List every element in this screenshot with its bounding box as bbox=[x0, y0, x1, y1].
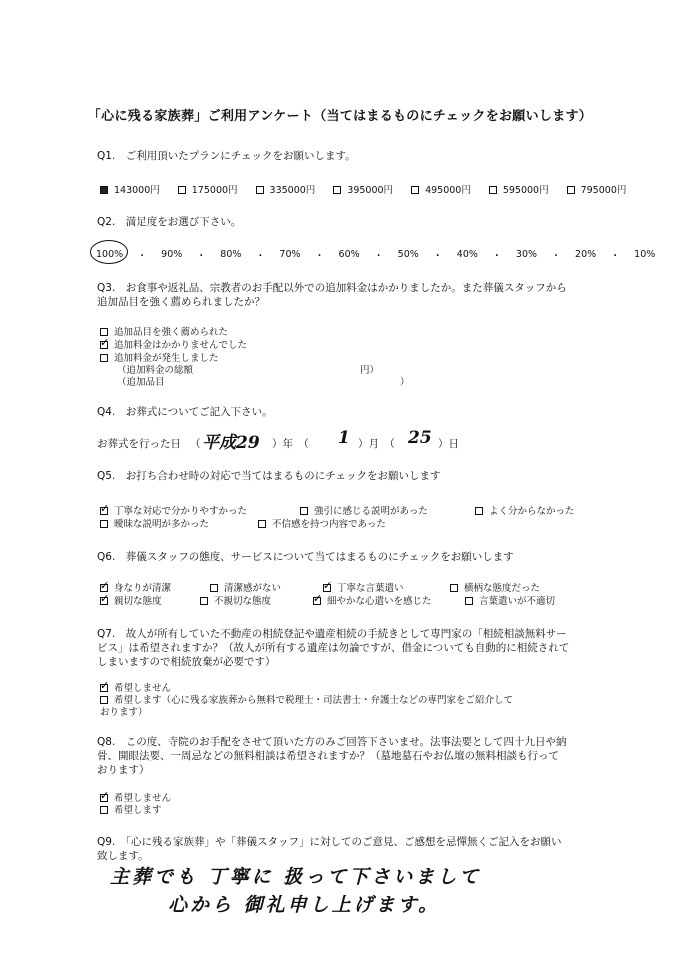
q7-option-request[interactable]: 希望します（心に残る家族葬から無料で税理士・司法書士・弁護士などの専門家をご紹介して bbox=[100, 692, 513, 706]
q6-option-kind[interactable]: ✓親切な態度 bbox=[100, 593, 162, 607]
q9-question-line2: 致します。 bbox=[97, 850, 149, 862]
q3-question-line2: 追加品目を強く薦められましたか？ bbox=[97, 296, 265, 308]
checkbox[interactable] bbox=[210, 584, 218, 592]
q4-month-label: ）月 （ bbox=[358, 438, 395, 450]
q8-question-line3: おります） bbox=[97, 764, 150, 776]
q7-question-line1: Q7. 故人が所有していた不動産の相続登記や遺産相続の手続きとして専門家の「相続相談無料サー bbox=[97, 628, 567, 640]
satisfaction-90[interactable]: 90% bbox=[161, 249, 183, 260]
survey-title: 「心に残る家族葬」ご利用アンケート（当てはまるものにチェックをお願いします） bbox=[87, 109, 593, 124]
q4-day-label: ）日 bbox=[438, 438, 459, 450]
q9-question-line1: Q9. 「心に残る家族葬」や「葬儀スタッフ」に対してのご意見、ご感想を忌憚無くご記入をお願い bbox=[97, 836, 562, 848]
satisfaction-50[interactable]: 50% bbox=[397, 249, 419, 260]
q3-option-no-extra-fee[interactable]: ✓追加料金はかかりませんでした bbox=[100, 337, 247, 351]
satisfaction-40[interactable]: 40% bbox=[456, 249, 478, 260]
checkbox[interactable] bbox=[450, 584, 458, 592]
q6-option-unkind[interactable]: 不親切な態度 bbox=[200, 593, 271, 607]
q6-option-arrogant[interactable]: 横柄な態度だった bbox=[450, 580, 540, 594]
satisfaction-60[interactable]: 60% bbox=[338, 249, 360, 260]
q5-option-pushy[interactable]: 強引に感じる説明があった bbox=[300, 503, 428, 517]
checkbox[interactable] bbox=[100, 354, 108, 362]
satisfaction-100[interactable]: 100% bbox=[96, 249, 124, 260]
checkbox[interactable] bbox=[100, 696, 108, 704]
q5-option-clear[interactable]: ✓丁寧な対応で分かりやすかった bbox=[100, 503, 247, 517]
q4-date-label: お葬式を行った日 bbox=[97, 438, 181, 450]
plan-option-495000[interactable]: 495000円 bbox=[411, 182, 471, 196]
checkbox-checked[interactable] bbox=[323, 584, 331, 592]
q3-extra-items-label: （追加品目 bbox=[117, 377, 165, 388]
q5-option-unclear[interactable]: よく分からなかった bbox=[475, 503, 575, 517]
satisfaction-80[interactable]: 80% bbox=[220, 249, 242, 260]
q6-option-bad-language[interactable]: 言葉遣いが不適切 bbox=[465, 593, 555, 607]
checkbox-checked[interactable] bbox=[100, 507, 108, 515]
checkbox[interactable] bbox=[465, 597, 473, 605]
checkbox[interactable] bbox=[333, 186, 341, 194]
checkbox[interactable] bbox=[475, 507, 483, 515]
checkbox-checked[interactable] bbox=[100, 341, 108, 349]
q6-option-unclean[interactable]: 清潔感がない bbox=[210, 580, 281, 594]
q3-extra-fee-total-unit: 円） bbox=[360, 365, 380, 376]
q9-handwritten-answer-line1: 主葬でも 丁寧に 扱って下さいまして bbox=[110, 866, 482, 888]
q8-question-line2: 骨、開眼法要、一周忌などの無料相談は希望されますか？（墓地墓石やお仏壇の無料相談も行って bbox=[97, 750, 559, 762]
q1-question: Q1. ご利用頂いたプランにチェックをお願いします。 bbox=[97, 150, 356, 162]
q3-extra-fee-total-label: （追加料金の総額 bbox=[117, 365, 194, 376]
q7-option-request-cont: おります） bbox=[100, 707, 148, 718]
plan-option-595000[interactable]: 595000円 bbox=[489, 182, 549, 196]
q4-open-paren: （ bbox=[190, 438, 201, 450]
checkbox[interactable] bbox=[200, 597, 208, 605]
q4-day-handwritten: 25 bbox=[408, 428, 432, 448]
checkbox[interactable] bbox=[258, 520, 266, 528]
satisfaction-20[interactable]: 20% bbox=[575, 249, 597, 260]
plan-option-335000[interactable]: 335000円 bbox=[256, 182, 316, 196]
checkbox[interactable] bbox=[411, 186, 419, 194]
q2-satisfaction-options: 100% ・ 90% ・ 80% ・ 70% ・ 60% ・ 50% ・ 40% ・ 30% ・ 20% ・ 10% bbox=[96, 249, 656, 262]
q7-question-line2: ビス」は希望されますか？（故人が所有する遺産は勿論ですが、借金についても自動的に相続されて bbox=[97, 642, 570, 654]
q9-handwritten-answer-line2: 心から 御礼申し上げます。 bbox=[168, 894, 441, 916]
checkbox-checked[interactable] bbox=[100, 597, 108, 605]
checkbox[interactable] bbox=[300, 507, 308, 515]
checkbox-checked[interactable] bbox=[100, 584, 108, 592]
checkbox[interactable] bbox=[100, 806, 108, 814]
q4-question: Q4. お葬式についてご記入下さい。 bbox=[97, 406, 273, 418]
q7-question-line3: しまいますので相続放棄が必要です） bbox=[97, 656, 276, 668]
checkbox-checked[interactable] bbox=[100, 186, 108, 194]
q5-question: Q5. お打ち合わせ時の対応で当てはまるものにチェックをお願いします bbox=[97, 470, 441, 482]
plan-option-143000[interactable]: 143000円 bbox=[100, 182, 160, 196]
q6-option-considerate[interactable]: ✓ 細やかな心遣いを感じた bbox=[313, 593, 432, 607]
q8-question-line1: Q8. この度、寺院のお手配をさせて頂いた方のみご回答下さいませ。法事法要として四十九日や納 bbox=[97, 736, 567, 748]
q3-question-line1: Q3. お食事や返礼品、宗教者のお手配以外での追加料金はかかりましたか。また葬儀スタッフから bbox=[97, 282, 567, 294]
checkbox[interactable] bbox=[100, 328, 108, 336]
q6-option-polite-words[interactable]: ✓ 丁寧な言葉遣い bbox=[323, 580, 404, 594]
checkbox-checked[interactable] bbox=[100, 794, 108, 802]
plan-option-795000[interactable]: 795000円 bbox=[567, 182, 627, 196]
q3-option-upsell[interactable]: 追加品目を強く薦められた bbox=[100, 324, 228, 338]
q6-option-neat[interactable]: ✓身なりが清潔 bbox=[100, 580, 171, 594]
checkbox-checked[interactable] bbox=[313, 597, 321, 605]
satisfaction-10[interactable]: 10% bbox=[634, 249, 656, 260]
plan-option-395000[interactable]: 395000円 bbox=[333, 182, 393, 196]
q4-era-year-handwritten: 平成29 bbox=[202, 433, 260, 453]
q6-question: Q6. 葬儀スタッフの態度、サービスについて当てはまるものにチェックをお願いします bbox=[97, 551, 514, 563]
q5-option-vague[interactable]: 曖昧な説明が多かった bbox=[100, 516, 209, 530]
checkbox[interactable] bbox=[178, 186, 186, 194]
checkbox[interactable] bbox=[100, 520, 108, 528]
satisfaction-30[interactable]: 30% bbox=[515, 249, 538, 260]
satisfaction-70[interactable]: 70% bbox=[279, 249, 301, 260]
q5-option-distrust[interactable]: 不信感を持つ内容であった bbox=[258, 516, 386, 530]
q3-option-extra-fee[interactable]: 追加料金が発生しました bbox=[100, 350, 219, 364]
q4-year-label: ）年 （ bbox=[272, 438, 309, 450]
q3-extra-items-close: ） bbox=[400, 377, 410, 388]
q8-option-decline[interactable]: ✓希望しません bbox=[100, 790, 171, 804]
q4-month-handwritten: 1 bbox=[338, 428, 350, 448]
q2-question: Q2. 満足度をお選び下さい。 bbox=[97, 216, 242, 228]
checkbox-checked[interactable] bbox=[100, 684, 108, 692]
checkbox[interactable] bbox=[567, 186, 575, 194]
checkbox[interactable] bbox=[256, 186, 264, 194]
q8-option-request[interactable]: 希望します bbox=[100, 802, 162, 816]
q7-option-decline[interactable]: ✓希望しません bbox=[100, 680, 171, 694]
plan-option-175000[interactable]: 175000円 bbox=[178, 182, 238, 196]
q1-plan-options bbox=[100, 182, 626, 196]
checkbox[interactable] bbox=[489, 186, 497, 194]
